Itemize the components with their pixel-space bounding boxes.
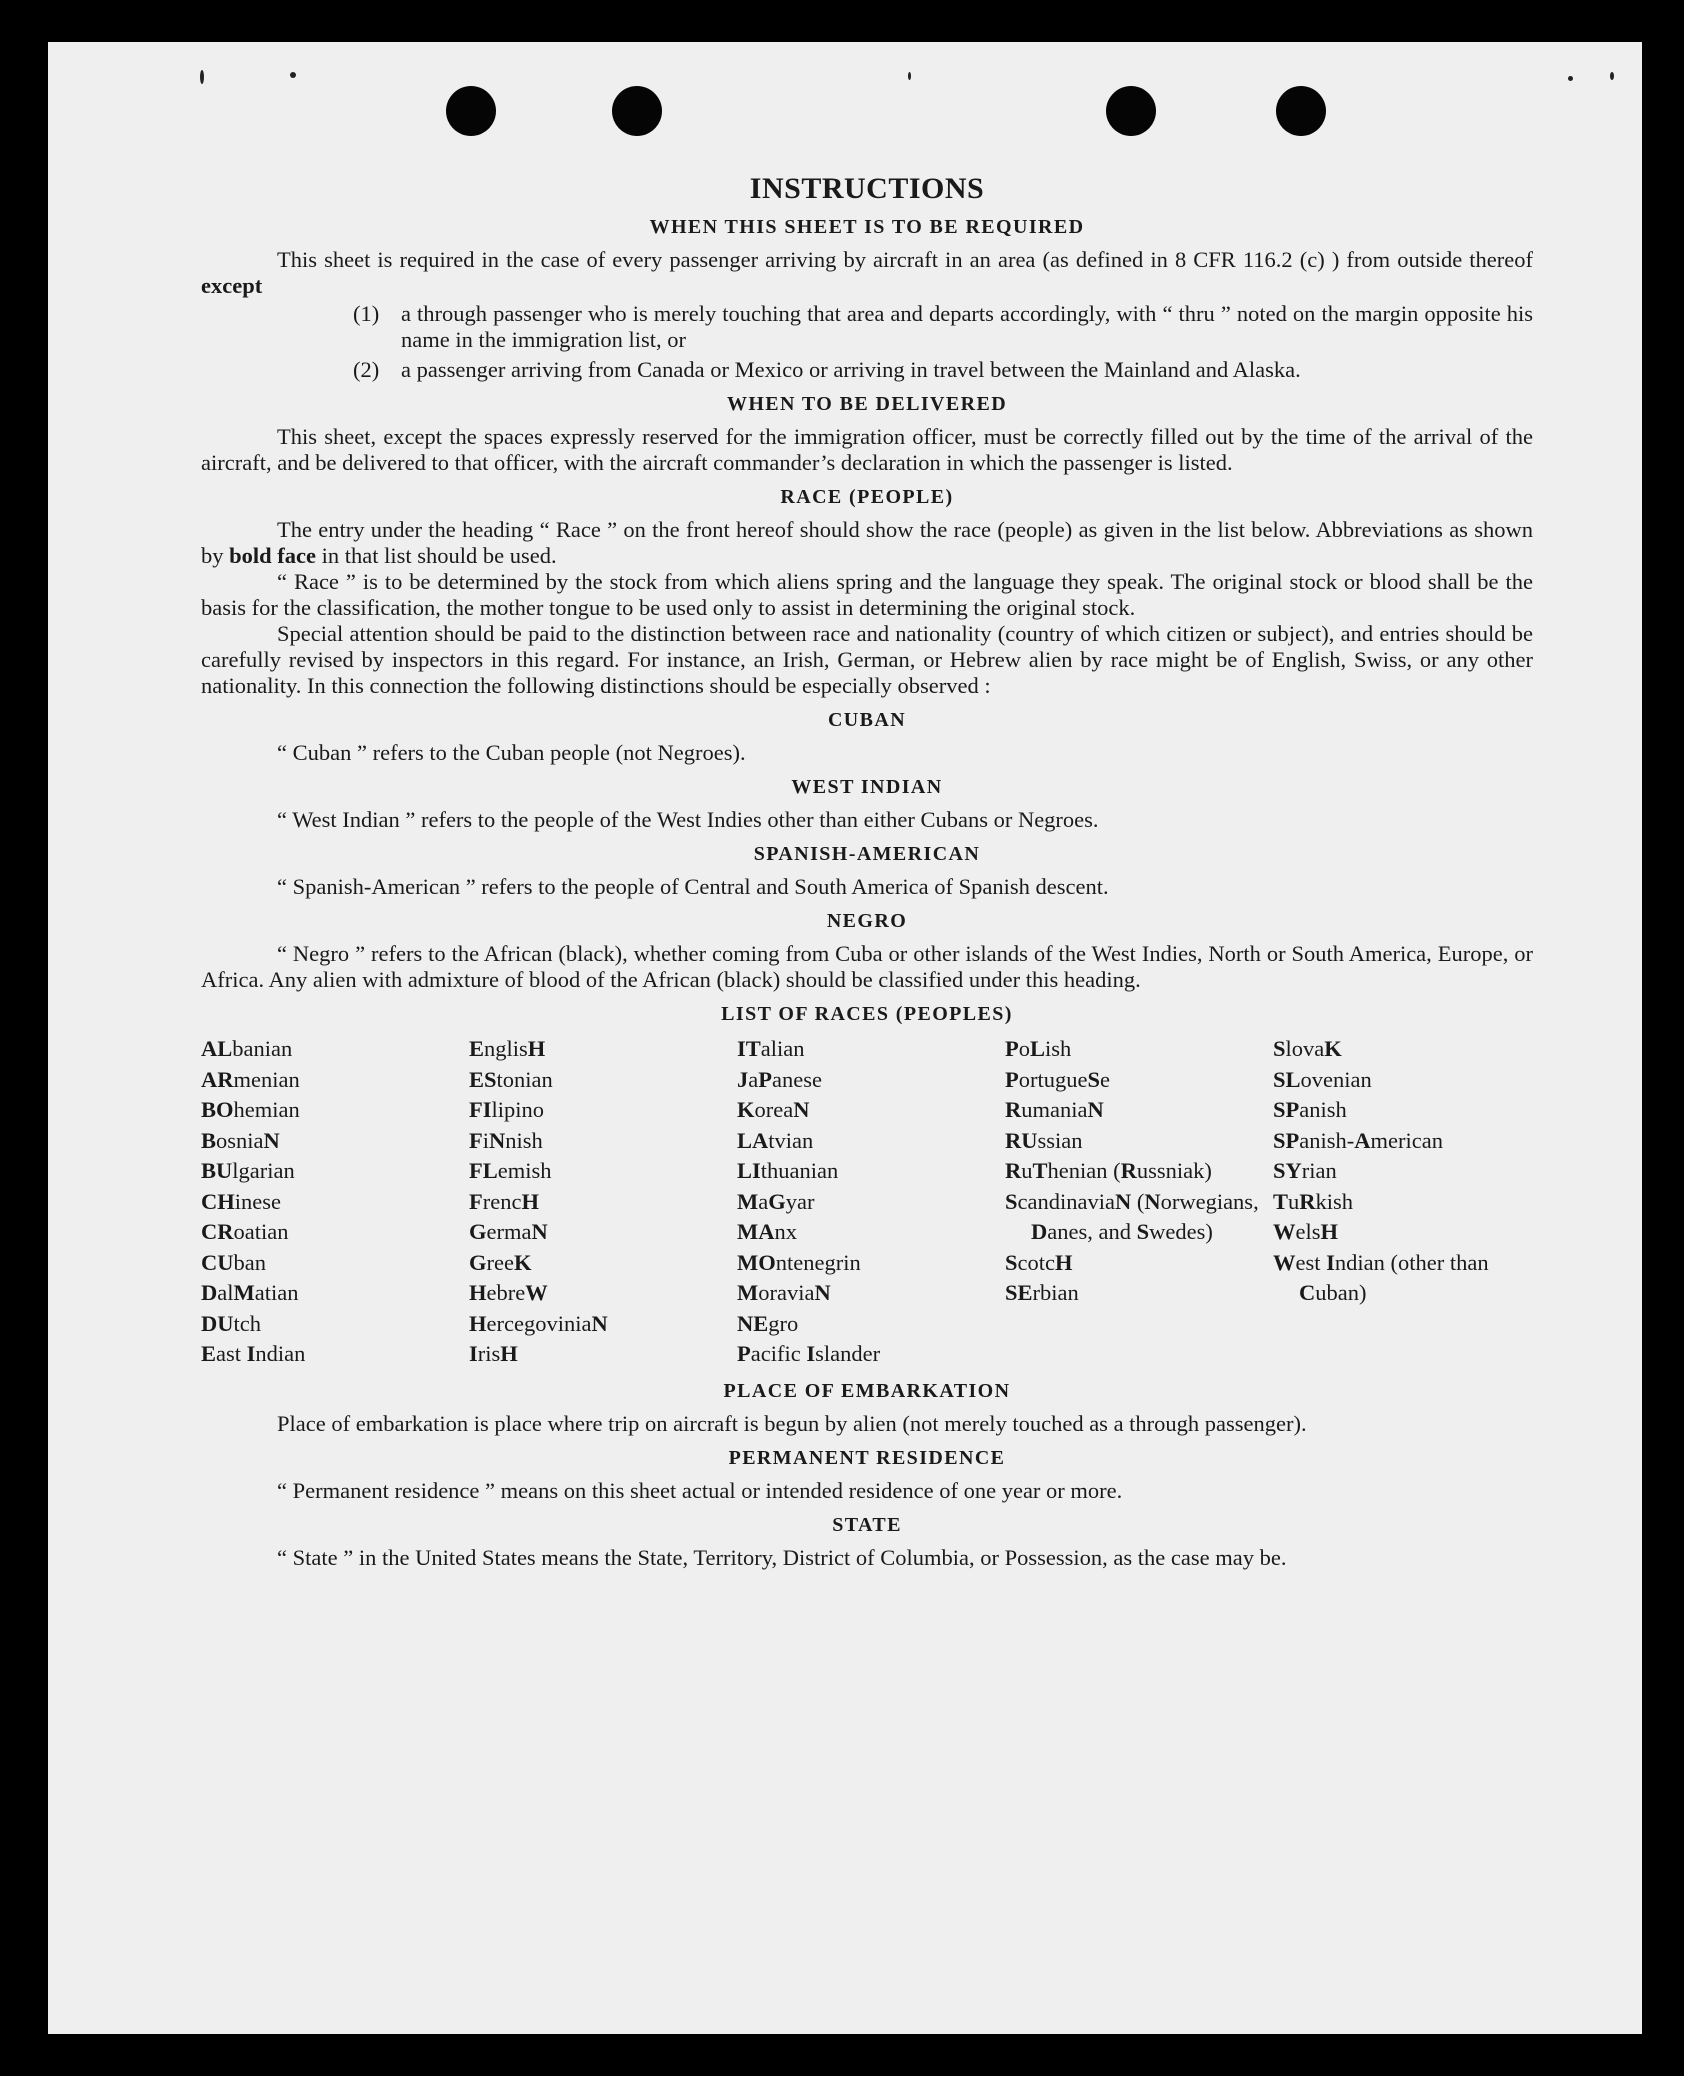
race-item: PortugueSe xyxy=(1005,1066,1110,1092)
scan-speck xyxy=(1610,72,1614,80)
race-item: RumaniaN xyxy=(1005,1097,1104,1122)
race-item: WelsH xyxy=(1273,1219,1339,1244)
embarkation-text: Place of embarkation is place where trip on aircraft is begun by alien (not merely touched as a through passenger). xyxy=(277,1410,1307,1436)
race-item: SLovenian xyxy=(1273,1066,1372,1092)
race-item: LIthuanian xyxy=(737,1158,839,1183)
race-item: MOntenegrin xyxy=(737,1249,861,1275)
race-item: NEgro xyxy=(737,1310,799,1336)
race-item: DalMatian xyxy=(201,1280,299,1305)
race-item: Pacific Islander xyxy=(737,1341,881,1366)
race-list xyxy=(201,1034,1533,1370)
race-item: KoreaN xyxy=(737,1097,810,1122)
residence-text: “ Permanent residence ” means on this sheet actual or intended residence of one year or more. xyxy=(277,1477,1123,1503)
negro-text: “ Negro ” refers to the African (black), whether coming from Cuba or other islands of the West Indies, North or South America, Europe, or Africa. Any alien with admixture of blood of the African (black) should be classified under this heading. xyxy=(201,941,1533,992)
race-paragraph-3: Special attention should be paid to the distinction between race and nationality (country of which citizen or subject), and entries should be carefully revised by inspectors in this regard. For instance, an Irish, German, or Hebrew alien by race might be of English, Swiss, or any other nationality. In this connection the following distinctions should be especially observed : xyxy=(201,621,1533,698)
section-heading-state: STATE xyxy=(832,1513,902,1536)
race-item: HebreW xyxy=(469,1280,548,1305)
race-item: ALbanian xyxy=(201,1036,293,1061)
required-intro: This sheet is required in the case of every passenger arriving by aircraft in an area (as defined in 8 CFR 116.2 (c) ) from outside thereof except xyxy=(201,247,1533,298)
race-item: GermaN xyxy=(469,1219,548,1244)
race-paragraph-2: “ Race ” is to be determined by the stock from which aliens spring and the language they speak. The original stock or blood shall be the basis for the classification, the mother tongue to be used only to assist in determining the original stock. xyxy=(201,569,1533,620)
punch-hole xyxy=(612,86,662,136)
scan-speck xyxy=(290,72,296,78)
race-item: CHinese xyxy=(201,1188,281,1214)
exception-item xyxy=(201,301,1533,353)
spanish-american-text: “ Spanish-American ” refers to the people of Central and South America of Spanish descent. xyxy=(277,874,1109,899)
state-text: “ State ” in the United States means the State, Territory, District of Columbia, or Possession, as the case may be. xyxy=(277,1544,1287,1570)
race-item: HercegoviniaN xyxy=(469,1310,608,1336)
section-heading-west-indian: WEST INDIAN xyxy=(791,776,943,798)
race-item: FIlipino xyxy=(469,1097,545,1122)
bold-face-text: bold face xyxy=(229,543,316,568)
race-item: ARmenian xyxy=(201,1066,300,1092)
cuban-text: “ Cuban ” refers to the Cuban people (not Negroes). xyxy=(277,740,746,765)
race-item: SlovaK xyxy=(1273,1036,1342,1061)
document-page xyxy=(48,42,1642,2034)
race-item: DUtch xyxy=(201,1310,261,1336)
race-item: ScandinaviaN (Norwegians, Danes, and Swedes) xyxy=(1005,1188,1259,1244)
race-item: BUlgarian xyxy=(201,1158,295,1183)
west-indian-text: “ West Indian ” refers to the people of the West Indies other than either Cubans or Negroes. xyxy=(277,807,1099,832)
race-item: GreeK xyxy=(469,1249,532,1275)
exception-number: (1) xyxy=(353,301,380,326)
punch-hole xyxy=(1276,86,1326,136)
section-heading-required: WHEN THIS SHEET IS TO BE REQUIRED xyxy=(649,216,1085,238)
section-heading-embarkation: PLACE OF EMBARKATION xyxy=(723,1379,1011,1402)
section-heading-residence: PERMANENT RESIDENCE xyxy=(728,1446,1006,1469)
exception-number: (2) xyxy=(353,357,380,382)
race-item: BosniaN xyxy=(201,1127,280,1153)
race-item: ScotcH xyxy=(1005,1249,1073,1275)
race-item: CRoatian xyxy=(201,1219,289,1244)
section-heading-race: RACE (PEOPLE) xyxy=(780,486,954,508)
race-paragraph-1: The entry under the heading “ Race ” on the front hereof should show the race (people) as given in the list below. Abbreviations as shown by bold face in that list should be used. xyxy=(201,517,1533,568)
race-item: SPanish xyxy=(1273,1097,1347,1122)
race-item: FiNnish xyxy=(469,1127,543,1153)
race-column xyxy=(469,1034,737,1370)
scan-speck xyxy=(200,70,204,84)
race-item: EnglisH xyxy=(469,1036,546,1061)
race-item: MAnx xyxy=(737,1219,797,1244)
page-title: INSTRUCTIONS xyxy=(749,172,985,205)
section-heading-race-list: LIST OF RACES (PEOPLES) xyxy=(721,1003,1013,1025)
exception-item xyxy=(201,357,1533,383)
race-item: MoraviaN xyxy=(737,1280,831,1305)
race-item: RuThenian (Russniak) xyxy=(1005,1158,1212,1183)
race-column xyxy=(737,1034,1005,1370)
race-item: PoLish xyxy=(1005,1036,1072,1061)
race-item: BOhemian xyxy=(201,1097,300,1122)
race-item: RUssian xyxy=(1005,1127,1083,1153)
race-item: TuRkish xyxy=(1273,1188,1354,1214)
punch-hole xyxy=(446,86,496,136)
punch-hole xyxy=(1106,86,1156,136)
instructions-content xyxy=(201,172,1533,1571)
delivered-text: This sheet, except the spaces expressly reserved for the immigration officer, must be correctly filled out by the time of the arrival of the aircraft, and be delivered to that officer, with the aircraft commander’s declaration in which the passenger is listed. xyxy=(201,424,1533,475)
except-keyword: except xyxy=(201,273,263,298)
race-column xyxy=(201,1034,469,1370)
race-item: West Indian (other than Cuban) xyxy=(1273,1249,1489,1305)
scan-speck xyxy=(1568,76,1573,81)
section-heading-spanish-american: SPANISH-AMERICAN xyxy=(753,843,981,865)
race-column xyxy=(1005,1034,1273,1370)
race-item: CUban xyxy=(201,1249,266,1275)
race-item: IrisH xyxy=(469,1341,518,1366)
race-column xyxy=(1273,1034,1533,1370)
race-item: MaGyar xyxy=(737,1188,815,1214)
section-heading-delivered: WHEN TO BE DELIVERED xyxy=(726,393,1008,415)
race-item: FLemish xyxy=(469,1158,552,1183)
exception-text: a passenger arriving from Canada or Mexico or arriving in travel between the Mainland and Alaska. xyxy=(401,357,1301,382)
race-item: EStonian xyxy=(469,1066,553,1092)
section-heading-negro: NEGRO xyxy=(826,910,908,932)
race-item: ITalian xyxy=(737,1036,805,1061)
section-heading-cuban: CUBAN xyxy=(827,709,907,731)
race-item: SPanish-American xyxy=(1273,1127,1443,1153)
race-item: LAtvian xyxy=(737,1127,814,1153)
race-item: East Indian xyxy=(201,1341,306,1366)
race-item: SErbian xyxy=(1005,1280,1079,1305)
exception-text: a through passenger who is merely touching that area and departs accordingly, with “ thru ” noted on the margin opposite his name in the immigration list, or xyxy=(401,301,1533,352)
scan-speck xyxy=(908,72,911,80)
race-item: FrencH xyxy=(469,1188,539,1214)
race-item: JaPanese xyxy=(737,1066,822,1092)
race-item: SYrian xyxy=(1273,1158,1337,1183)
